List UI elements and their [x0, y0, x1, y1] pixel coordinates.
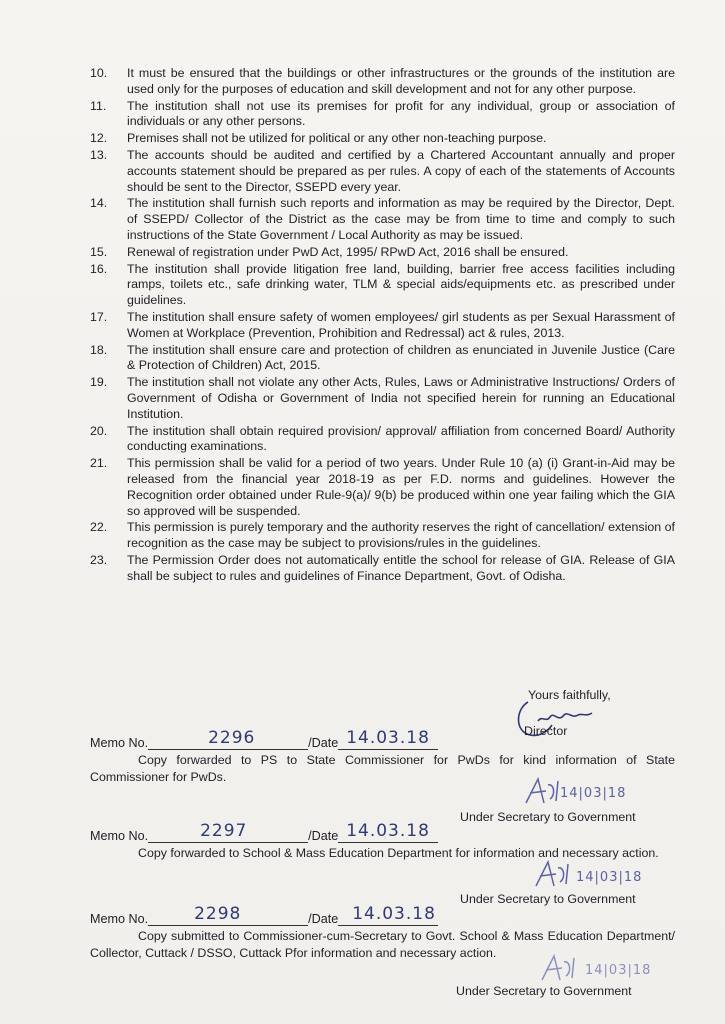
clause-number: 22.: [90, 520, 108, 535]
clause: [90, 375, 675, 422]
clause-text: The institution shall obtain required provision/ approval/ affiliation from concerned Board/ Authority conducting examinations.: [127, 423, 675, 454]
clause: [90, 310, 675, 342]
memo-line: [90, 728, 438, 750]
date-field: [338, 821, 438, 843]
memo-number: 2298: [194, 904, 242, 924]
date-label: /Date: [308, 736, 339, 750]
memo-number: 2297: [200, 821, 248, 841]
clause: [90, 262, 675, 309]
memo-date: 14.03.18: [352, 904, 436, 924]
closing-text: Yours faithfully,: [528, 688, 611, 702]
clause: [90, 131, 675, 147]
clause-text: The institution shall provide litigation free land, building, barrier free access facilities including ramps, toilets etc., safe drinking water, TLM & special aids/equipments etc. as prescribed under guidelines.: [127, 261, 675, 308]
copy-text: Copy forwarded to School & Mass Education Department for information and necessary action.: [138, 846, 659, 860]
clause-number: 21.: [90, 456, 108, 471]
initials-date: 14|03|18: [585, 963, 652, 978]
clause: [90, 553, 675, 585]
clause-text: Renewal of registration under PwD Act, 1995/ RPwD Act, 2016 shall be ensured.: [127, 244, 569, 259]
clause-number: 18.: [90, 342, 108, 357]
clause: [90, 196, 675, 243]
copy-text: Copy submitted to Commissioner-cum-Secretary to Govt. School & Mass Education Department/ Collector, Cuttack / DSSO, Cuttack Pfor information and necessary action.: [90, 929, 675, 960]
clause-number: 20.: [90, 423, 108, 438]
memo-number: 2296: [208, 728, 256, 748]
clause: [90, 148, 675, 195]
clause-text: The institution shall not violate any other Acts, Rules, Laws or Administrative Instructions/ Orders of Government of Odisha or Government of India not specified herein for running an Educational Institution.: [127, 375, 675, 421]
initials-date: 14|03|18: [560, 786, 627, 801]
clause-text: The institution shall furnish such reports and information as may be required by the Director, Dept. of SSEPD/ Collector of the District as the case may be from time to time and comply to such instructions of the State Government / Local Authority as may be issued.: [127, 196, 675, 242]
signatory-designation: Under Secretary to Government: [460, 892, 636, 906]
memo-number-field: [148, 728, 308, 750]
memo-line: [90, 821, 438, 843]
memo-number-field: [148, 904, 308, 926]
clause: [90, 99, 675, 131]
copy-text: Copy forwarded to PS to State Commissioner for PwDs for kind information of State Commissioner for PwDs.: [90, 753, 675, 784]
clause-text: Premises shall not be utilized for political or any other non-teaching purpose.: [127, 131, 547, 146]
clause-number: 10.: [90, 66, 108, 80]
clause-number: 23.: [90, 552, 108, 567]
clause-text: The institution shall not use its premises for profit for any individual, group or association of individuals or any other persons.: [127, 98, 675, 129]
clause-number: 17.: [90, 309, 108, 324]
clause-number: 15.: [90, 244, 108, 259]
clause-text: This permission is purely temporary and the authority reserves the right of cancellation/ extension of recognition as the case may be subject to provisions/rules in the guidelines.: [127, 520, 675, 551]
clause-text: The institution shall ensure care and protection of children as enunciated in Juvenile Justice (Care & Protection of Children) Act, 2015.: [127, 342, 675, 373]
clause-number: 14.: [90, 196, 108, 211]
clause-text: It must be ensured that the buildings or other infrastructures or the grounds of the institution are used only for the purposes of education and skill development and not for any other purpose.: [127, 66, 675, 96]
clause: [90, 245, 675, 261]
director-designation: Director: [524, 724, 568, 738]
date-label: /Date: [308, 912, 339, 926]
date-field: [338, 728, 438, 750]
memo-line: [90, 904, 438, 926]
clause-text: This permission shall be valid for a period of two years. Under Rule 10 (a) (i) Grant-in-Aid may be released from the financial year 2018-19 as per F.D. norms and guidelines. However the Recognition order obtained under Rule-9(a)/ 9(b) be produced within one year failing which the GIA so approved will be suspended.: [127, 456, 675, 518]
clause: [90, 66, 675, 98]
clause-number: 12.: [90, 131, 108, 146]
date-label: /Date: [308, 829, 339, 843]
signatory-designation: Under Secretary to Government: [456, 984, 632, 998]
memo-date: 14.03.18: [346, 728, 430, 748]
clauses-list: [90, 66, 675, 586]
clause: [90, 424, 675, 456]
memo-label: Memo No.: [90, 736, 149, 750]
clause-number: 19.: [90, 375, 108, 390]
signatory-designation: Under Secretary to Government: [460, 810, 636, 824]
memo-label: Memo No.: [90, 829, 149, 843]
date-field: [338, 904, 438, 926]
clause-text: The accounts should be audited and certified by a Chartered Accountant annually and proper accounts statement should be prepared as per rules. A copy of each of the statements of Accounts should be sent to the Director, SSEPD every year.: [127, 147, 675, 194]
clause: [90, 520, 675, 552]
memo-date: 14.03.18: [346, 821, 430, 841]
clause-number: 11.: [90, 98, 107, 113]
clause-number: 16.: [90, 261, 108, 276]
memo-label: Memo No.: [90, 912, 149, 926]
clause-number: 13.: [90, 147, 108, 162]
initials-date: 14|03|18: [576, 870, 643, 885]
memo-number-field: [148, 821, 308, 843]
clause-text: The institution shall ensure safety of women employees/ girl students as per Sexual Harassment of Women at Workplace (Prevention, Prohibition and Redressal) act & rules, 2013.: [127, 309, 675, 340]
clause-text: The Permission Order does not automatically entitle the school for release of GIA. Release of GIA shall be subject to rules and guidelines of Finance Department, Govt. of Odisha.: [127, 552, 675, 583]
clause: [90, 343, 675, 375]
clause: [90, 456, 675, 519]
